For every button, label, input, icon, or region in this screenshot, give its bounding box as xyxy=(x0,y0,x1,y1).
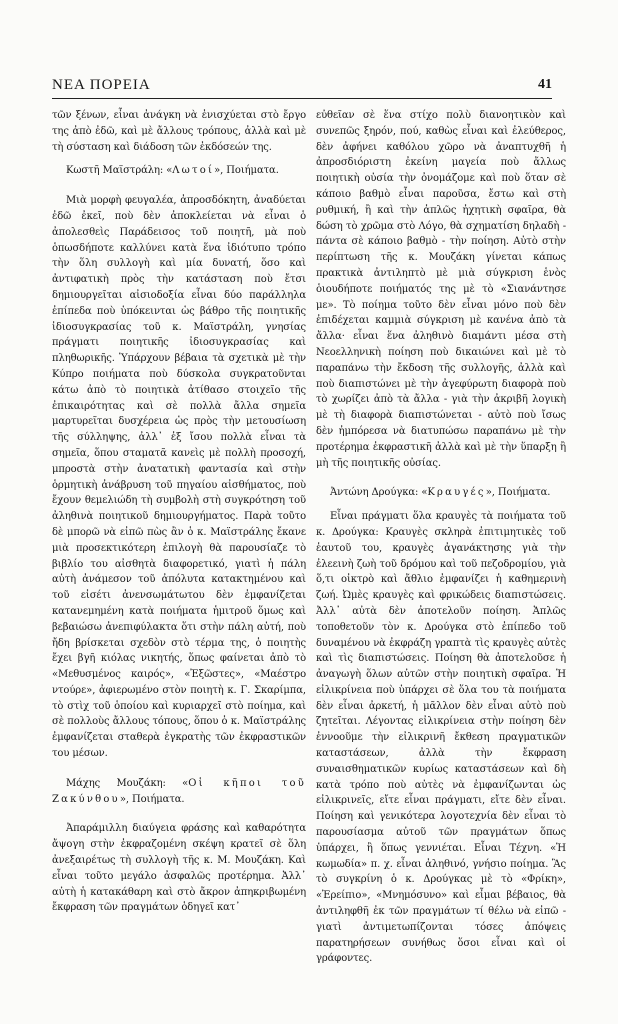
header-rule xyxy=(52,98,552,99)
paragraph: Ἀπαράμιλλη διαύγεια φράσης καὶ καθαρότητα ἄψογη στὴν ἐκφραζομένη σκέψη κρατεῖ σὲ ὅλη ἀνεξαιρέτως τὴ συλλογὴ τῆς κ. Μ. Μουζάκη. Καὶ εἶναι τοῦτο μεγάλο ἀσφαλῶς προτέρημα. Ἀλλ᾿ αὐτὴ ἡ κατακάθαρη καὶ στὸ ἄκρον ἀπηκριβωμένη ἔκφραση τῶν πραγμάτων ὁδηγεῖ κατ᾿ xyxy=(52,823,306,914)
paragraph: τῶν ξένων, εἶναι ἀνάγκη νὰ ἐνισχύεται στὸ ἔργο της ἀπὸ ἐδῶ, καὶ μὲ ἄλλους τρόπους, ἀλλὰ καὶ μὲ τὴ σύσταση καὶ διάδοση τῶν ἐκδόσεών της. xyxy=(52,110,306,153)
book-title: Οἱ κῆποι τοῦ Ζακύνθου xyxy=(52,777,306,805)
running-header xyxy=(52,77,552,99)
review-author: Ἀντώνη Δρούγκα: « xyxy=(330,487,428,499)
review-heading xyxy=(52,776,306,808)
paragraph: Εἶναι πράγματι ὅλα κραυγὲς τὰ ποιήματα τοῦ κ. Δρούγκα: Κραυγὲς σκληρὰ ἐπιτιμητικὲς τοῦ ἑαυτοῦ του, κραυγὲς ἀγανάκτησης γιὰ τὴν ἐλεεινὴ ζωὴ τοῦ δρόμου καὶ τοῦ πεζοδρομίου, γιὰ ὅ,τι οἰκτρὸ καὶ ἄθλιο ἐμφανίζει ἡ καθημερινὴ ζωή. Ὠμὲς κραυγὲς καὶ φρικώδεις διαπιστώσεις. Ἀλλ᾿ αὐτὰ δὲν ἀποτελοῦν ποίηση. Ἁπλῶς τοποθετοῦν τὸν κ. Δρούγκα στὸ ἐπίπεδο τοῦ δυναμένου νὰ ἐκφράζη γραπτὰ τὶς κραυγὲς αὐτὲς καὶ τὶς διαπιστώσεις. Ποίηση θὰ ἀποτελοῦσε ἡ ἀναγωγὴ ὅλων αὐτῶν στὴν ποιητικὴ σφαῖρα. Ἡ εἰλικρίνεια ποὺ ὑπάρχει σὲ ὅλα του τὰ ποιήματα δὲν εἶναι ἀρκετή, ἡ μᾶλλον δὲν εἶναι αὐτὸ ποὺ ζητεῖται. Λέγοντας εἰλικρίνεια στὴν ποίηση δὲν ἐννοοῦμε τὴν εἰλικρινῆ ἔκθεση πραγματικῶν καταστάσεων, ἀλλὰ τὴν ἔκφραση συναισθηματικῶν κυρίως καταστάσεων καὶ δὴ κατὰ τρόπο ποὺ αὐτὲς νὰ ἐμφανίζωνται ὡς εἰλικρινεῖς, εἴτε εἶναι πράγματι, εἴτε δὲν εἶναι. Ποίηση καὶ γενικότερα λογοτεχνία δὲν εἶναι τὸ παρουσίασμα αὐτοῦ τῶν πραγμάτων ὅπως ὑπάρχει, ἢ ὅπως γεννιέται. Εἶναι Τέχνη. «Ἡ κωμωδία» π. χ. εἶναι ἀληθινό, γνήσιο ποίημα. Ἂς τὸ συγκρίνη ὁ κ. Δρούγκας μὲ τὸ «Φρίκη», «Ἐρείπιο», «Μνημόσυνο» καὶ εἶμαι βέβαιος, θὰ ἀντιληφθῆ ἐκ τῶν πραγμάτων τί θέλω νὰ εἰπῶ - γιατὶ ἀντιμετωπίζονται τόσες ἀπόψεις παρατηρήσεων συνήθως ὅσοι εἶναι καὶ οἱ γράφοντες. xyxy=(316,511,566,965)
left-column xyxy=(52,108,306,916)
review-genre: », Ποιήματα. xyxy=(485,487,551,499)
page-number: 41 xyxy=(538,77,552,92)
review-heading xyxy=(52,163,306,179)
right-column xyxy=(316,108,566,967)
journal-title: ΝΕΑ ΠΟΡΕΙΑ xyxy=(52,77,151,93)
paragraph: εὐθεῖαν σὲ ἕνα στίχο πολὺ διανοητικὸν καὶ συνεπῶς ξηρόν, πού, καθὼς εἶναι καὶ ἐλεύθερος, δὲν ἀφήνει καθόλου χῶρο νὰ ἀναπτυχθῆ ἡ ἀπροσδιόριστη ἐκείνη μαγεία ποὺ ἄλλως ποιητικὴ οὐσία τὴν ὀνομάζομε καὶ ποὺ ὅταν σὲ κάποιο βαθμὸ εἶναι παροῦσα, ἔστω καὶ στὴ ρυθμική, ἢ καὶ τὴν ἁπλῶς ἠχητικὴ σφαῖρα, θὰ δώση τὸ χρῶμα στὸ Λόγο, θὰ σχηματίση δηλαδὴ - πάντα σὲ κάποιο βαθμὸ - τὴν ποίηση. Αὐτὸ στὴν περίπτωση τῆς κ. Μουζάκη γίνεται κάπως πρακτικὰ ἀντιληπτὸ μὲ μιὰ σύγκριση ἑνὸς ὁιουδήποτε ποιήματός της μὲ τὸ «Σιανάντησε με». Τὸ ποίημα τοῦτο δὲν εἶναι μόνο ποὺ δὲν ἐπιδέχεται καμμιὰ σύγκριση μὲ κανένα ἀπὸ τὰ ἄλλα· εἶναι ἕνα ἀληθινὸ διαμάντι μέσα στὴ Νεοελληνικὴ ποίηση ποὺ δικαιώνει καὶ μὲ τὸ παραπάνω τὴν ἔκδοση τῆς συλλογῆς, ἀλλὰ καὶ ποὺ διαπιστώνει μὲ τὴν ἀγεφύρωτη διαφορὰ ποὺ τὸ χωρίζει ἀπὸ τὰ ἄλλα - γιὰ τὴν ἀκριβῆ λογικὴ μὲ τὴ διαφορὰ διαπιστώνεται - αὐτὸ ποὺ ἴσως δὲν ἠμπόρεσα νὰ διατυπώσω παραπάνω μὲ τὴν προτέρημα ἐκφραστικῆ ἀλλὰ καὶ μὲ τὴν ὕπαρξη ἢ μὴ τῆς ποιητικῆς οὐσίας. xyxy=(316,110,566,469)
review-genre: », Ποιήματα. xyxy=(214,165,279,177)
book-title: Κραυγές xyxy=(427,487,486,499)
review-author: Κωστῆ Μαϊστράλη: « xyxy=(66,165,173,177)
paragraph: Μιὰ μορφὴ φευγαλέα, ἀπροσδόκητη, ἀναδύεται ἐδῶ ἐκεῖ, ποὺ δὲν ἀποκλείεται νὰ εἶναι ὁ ἀπολεσθεὶς Παράδεισος τοῦ ποιητῆ, μὰ ποὺ ὁπωσδήποτε καλλύνει κατὰ ἕνα ἰδιότυπο τρόπο τὴν ὅλη συλλογὴ καὶ μία δυνατή, ὅσο καὶ ἀντιφατικὴ πρὸς τὴν κατάσταση ποὺ ἔτσι δημιουργεῖται αἰσιοδοξία εἶναι δύο παράλληλα ἐπίπεδα ποὺ ὑπόκεινται ὡς βάθρο τῆς ποιητικῆς ἰδιοσυγκρασίας τοῦ κ. Μαϊστράλη, γνησίας πράγματι ποιητικῆς ἰδιοσυγκρασίας καὶ πληθωρικῆς. Ὑπάρχουν βέβαια τὰ σχετικὰ μὲ τὴν Κύπρο ποιήματα ποὺ δύσκολα συγκρατοῦνται κάτω ἀπὸ τὸ ποιητικὰ ἀτίθασο στοιχεῖο τῆς ἐπικαιρότητας καὶ σὲ πολλὰ ἄλλα σημεῖα μαρτυρεῖται δυσχέρεια ὡς πρὸς τὴν μετουσίωση τῆς σύλληψης, ἀλλ᾿ ἐξ ἴσου πολλὰ εἶναι τὰ σημεῖα, ὅπου σταματᾶ κανεὶς μὲ πολλὴ προσοχή, μπροστὰ στὴν ἀνατατικὴ φαντασία καὶ στὴν ὁρμητικὴ ἀνάβρυση τοῦ πηγαίου αἰσθήματος, ποὺ ἔχουν θεμελιώδη τὴ συμβολὴ στὴ συγκρότηση τοῦ ἀληθινὰ ποιητικοῦ δημιουργήματος. Παρὰ τοῦτο δὲ μπορῶ νὰ εἰπῶ πὼς ἂν ὁ κ. Μαϊστράλης ἔκανε μιὰ προσεκτικότερη ἐπιλογὴ θὰ παρουσίαζε τὸ βιβλίο του αἰσθητὰ διαφορετικό, γιατὶ ἡ πάλη αὐτὴ ἀνάμεσον τοῦ ἀπόλυτα κατακτημένου καὶ τοῦ εἰσέτι ἀνενσωμάτωτου δὲν ἐμφανίζεται κατανεμημένη κατὰ ποιήματα ἡμιτροῦ ὅμως καὶ βεβαιώσω ἀνεπιφύλακτα ὅτι στὴν πάλη αὐτή, ποὺ ἤδη βρίσκεται σχεδὸν στὸ τέρμα της, ὁ ποιητὴς ἔχει βγῆ κιόλας νικητής, ὅπως φαίνεται ἀπὸ τὸ «Μεθυσμένος καιρός», «Ἐξῶστες», «Μαέστρο ντούρε», ἀφιερωμένο στὸν ποιητὴ κ. Γ. Σκαρίμπα, τὸ στὶχ τοῦ ὁποίου καὶ κυριαρχεῖ στὸ ποίημα, καὶ σὲ πολλοὺς ἄλλους τόπους, ὅπου ὁ κ. Μαϊστράλης ἐμφανίζεται σταθερὰ ἐγκρατὴς τῶν ἐκφραστικῶν του μέσων. xyxy=(52,195,306,760)
review-author: Μάχης Μουζάκη: « xyxy=(66,777,189,789)
review-heading xyxy=(316,485,566,501)
review-genre: », Ποιήματα. xyxy=(119,793,185,805)
book-title: Λωτοί xyxy=(172,165,215,177)
